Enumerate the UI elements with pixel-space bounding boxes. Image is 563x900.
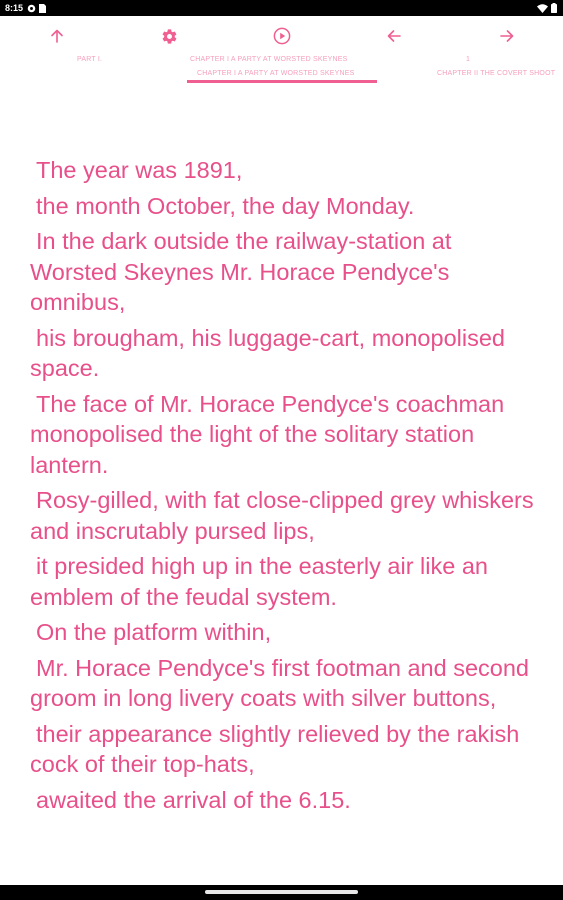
paragraph: the month October, the day Monday.: [36, 192, 415, 219]
go-up-button[interactable]: [43, 24, 71, 48]
paragraph: it presided high up in the easterly air like an emblem of the feudal system.: [30, 553, 488, 610]
next-chapter-label[interactable]: CHAPTER II THE COVERT SHOOT: [437, 70, 556, 77]
status-bar: [0, 0, 563, 16]
page-number: 1: [466, 56, 471, 63]
arrow-up-icon: [49, 28, 65, 44]
sim-icon: [39, 4, 46, 13]
paragraph: The year was 1891,: [36, 157, 243, 183]
arrow-right-icon: [499, 28, 515, 44]
status-time: 8:15: [5, 3, 24, 13]
battery-icon: [551, 3, 557, 13]
wifi-icon: [537, 4, 548, 13]
home-gesture-handle[interactable]: [205, 890, 358, 894]
gear-icon: [161, 28, 178, 45]
settings-button[interactable]: [155, 24, 183, 48]
paragraph: Rosy-gilled, with fat close-clipped grey whiskers and inscrutably pursed lips,: [30, 487, 534, 544]
previous-chapter-button[interactable]: [380, 24, 408, 48]
paragraph: awaited the arrival of the 6.15.: [36, 786, 351, 813]
arrow-left-icon: [386, 28, 402, 44]
paragraph: In the dark outside the railway-station at Worsted Skeynes Mr. Horace Pendyce's omnibus,: [30, 228, 452, 315]
status-icons-right: [537, 3, 557, 13]
status-icons-left: [27, 3, 46, 13]
paragraph: their appearance slightly relieved by the rakish cock of their top-hats,: [30, 720, 520, 777]
part-label[interactable]: PART I.: [77, 56, 103, 63]
paragraph: Mr. Horace Pendyce's first footman and second groom in long livery coats with silver buttons,: [30, 654, 530, 711]
paragraph: his brougham, his luggage-cart, monopolised space.: [30, 324, 505, 381]
active-chapter-indicator: [187, 80, 377, 83]
chapter-sublabel[interactable]: CHAPTER I A PARTY AT WORSTED SKEYNES: [197, 70, 355, 77]
chapter-label[interactable]: CHAPTER I A PARTY AT WORSTED SKEYNES: [190, 56, 348, 63]
play-button[interactable]: [268, 24, 296, 48]
paragraph: On the platform within,: [36, 619, 272, 645]
reader-text: [30, 155, 540, 820]
reader-toolbar: [0, 16, 563, 86]
play-icon: [273, 27, 291, 45]
settings-icon: [27, 4, 36, 13]
next-chapter-button[interactable]: [493, 24, 521, 48]
paragraph: The face of Mr. Horace Pendyce's coachman monopolised the light of the solitary station lantern.: [30, 390, 505, 478]
system-navigation-bar: [0, 885, 563, 900]
